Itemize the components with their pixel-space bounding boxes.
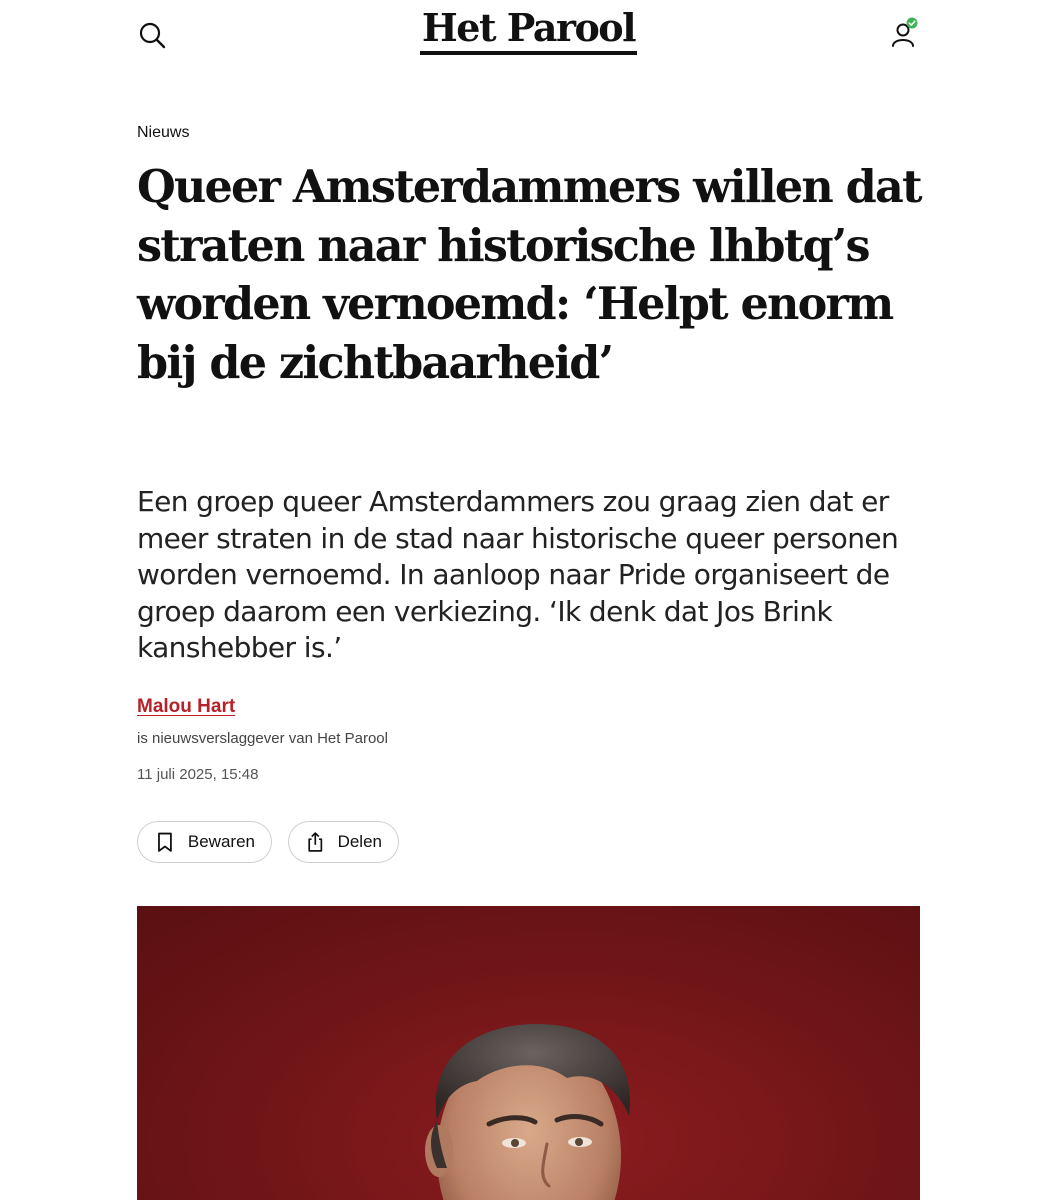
- save-button-label: Bewaren: [187, 832, 255, 851]
- site-header: [0, 0, 1057, 70]
- author-role: is nieuwsverslaggever van Het Parool: [137, 730, 388, 747]
- save-button[interactable]: [137, 821, 272, 863]
- share-button-label: Delen: [337, 832, 382, 851]
- portrait-illustration: [137, 906, 920, 1200]
- article-photo: [137, 906, 920, 1200]
- article-headline: Queer Amsterdammers willen dat straten naar historische lhbtq’s worden vernoemd: ‘Helpt enorm bij de zichtbaarheid’: [137, 161, 921, 389]
- author-link[interactable]: Malou Hart: [137, 696, 236, 717]
- section-label[interactable]: Nieuws: [137, 124, 190, 141]
- share-button[interactable]: [288, 821, 399, 863]
- publish-timestamp: 11 juli 2025, 15:48: [137, 766, 259, 783]
- site-logo-text: Het Parool: [420, 6, 637, 55]
- article-lead: Een groep queer Amsterdammers zou graag zien dat er meer straten in de stad naar historische queer personen worden vernoemd. In aanloop naar Pride organiseert de groep daarom een verkiezing. ‘Ik denk dat Jos Brink kanshebber is.’: [137, 485, 899, 664]
- share-icon: [305, 831, 326, 853]
- user-verified-icon: [888, 16, 922, 50]
- bookmark-icon: [154, 831, 176, 853]
- account-button[interactable]: [888, 16, 922, 50]
